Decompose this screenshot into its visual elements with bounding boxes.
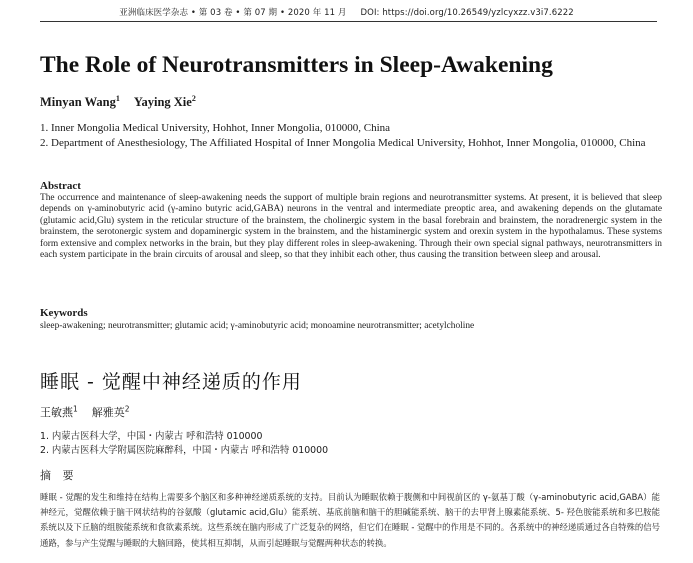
keywords-heading: Keywords — [40, 307, 88, 319]
affiliation-1: 1. Inner Mongolia Medical University, Hohhot, Inner Mongolia, 010000, China — [40, 122, 391, 134]
chinese-abstract-text: 睡眠 - 觉醒的发生和维持在结构上需要多个脑区和多种神经递质系统的支持。目前认为睡眠依赖于腹侧和中间视前区的 γ-氨基丁酸（γ-aminobutyric acid,GABA）能神经元，觉醒依赖于脑干网状结构的谷氨酸（glutamic acid,Glu）能系统、基底前脑和脑干的胆碱能系统、脑干的去甲肾上腺素能系统、5- 羟色胺能系统和多巴胺能系统以及下丘脑的组胺能系统和食欲素系统。这些系统在脑内形成了广泛复杂的网络，但它们在睡眠 - 觉醒中的作用是不同的。各系统中的神经递质通过各自特殊的信号通路，参与产生觉醒与睡眠的大脑回路，使其相互抑制，从而引起睡眠与觉醒两种状态的转换。 — [40, 492, 660, 548]
abstract-text: The occurrence and maintenance of sleep-awakening needs the support of multiple brain regions and neurotransmitter systems. At present, it is believed that sleep depends on γ-aminobutyric acid (γ-amino butyric acid,GABA) neurons in the ventral and intermediate preoptic area, and awakening depends on the glutamate (glutamic acid,Glu) system in the reticular structure of the brainstem, the cholinergic system in the basal forebrain and brainstem, the noradrenergic system in the brainstem, the serotonergic system and dopaminergic system in the brainstem, and the histaminergic system and orexin system in the hypothalamus. These systems form extensive and complex networks in the brain, but they play different roles in sleep-awakening. Through their own special signal pathways, neurotransmitters in each system participate in the brain circuits of arousal and sleep, so that they inhibit each other, thus causing the transition between sleep and arousal. — [40, 193, 662, 261]
chinese-author-list — [40, 404, 130, 420]
affiliation-list — [40, 121, 662, 151]
author-affil-marker: 1 — [115, 93, 120, 103]
chinese-title: 睡眠 - 觉醒中神经递质的作用 — [40, 371, 302, 393]
author-affil-marker: 1 — [73, 404, 78, 414]
running-header — [0, 6, 693, 18]
doi-link[interactable]: DOI: https://doi.org/10.26549/yzlcyxzz.v3i7.6222 — [360, 8, 574, 18]
chinese-author-2 — [92, 406, 130, 419]
header-divider — [40, 21, 657, 22]
author-1 — [40, 95, 120, 109]
author-list — [40, 95, 196, 110]
chinese-affiliation-1: 1. 内蒙古医科大学，中国・内蒙古 呼和浩特 010000 — [40, 431, 263, 442]
chinese-affiliation-2: 2. 内蒙古医科大学附属医院麻醉科，中国・内蒙古 呼和浩特 010000 — [40, 445, 329, 456]
journal-info: 亚洲临床医学杂志 • 第 03 卷 • 第 07 期 • 2020 年 11 月 — [119, 8, 347, 18]
keywords-text: sleep-awakening; neurotransmitter; glutamic acid; γ-aminobutyric acid; monoamine neurotransmitter; acetylcholine — [40, 321, 475, 331]
chinese-author-1 — [40, 406, 78, 419]
abstract-heading: Abstract — [40, 180, 81, 192]
chinese-affiliation-list — [40, 430, 328, 458]
author-affil-marker: 2 — [191, 93, 196, 103]
chinese-abstract-heading: 摘 要 — [40, 469, 78, 482]
author-affil-marker: 2 — [124, 404, 130, 414]
paper-title: The Role of Neurotransmitters in Sleep-Awakening — [40, 52, 553, 78]
author-name: 王敏燕 — [40, 406, 73, 419]
author-name: 解雅英 — [91, 406, 125, 419]
author-name: Yaying Xie — [133, 95, 192, 109]
affiliation-2: 2. Department of Anesthesiology, The Affiliated Hospital of Inner Mongolia Medical University, Hohhot, Inner Mongolia, 010000, China — [40, 137, 646, 150]
author-2 — [134, 95, 196, 109]
author-name: Minyan Wang — [40, 95, 116, 109]
